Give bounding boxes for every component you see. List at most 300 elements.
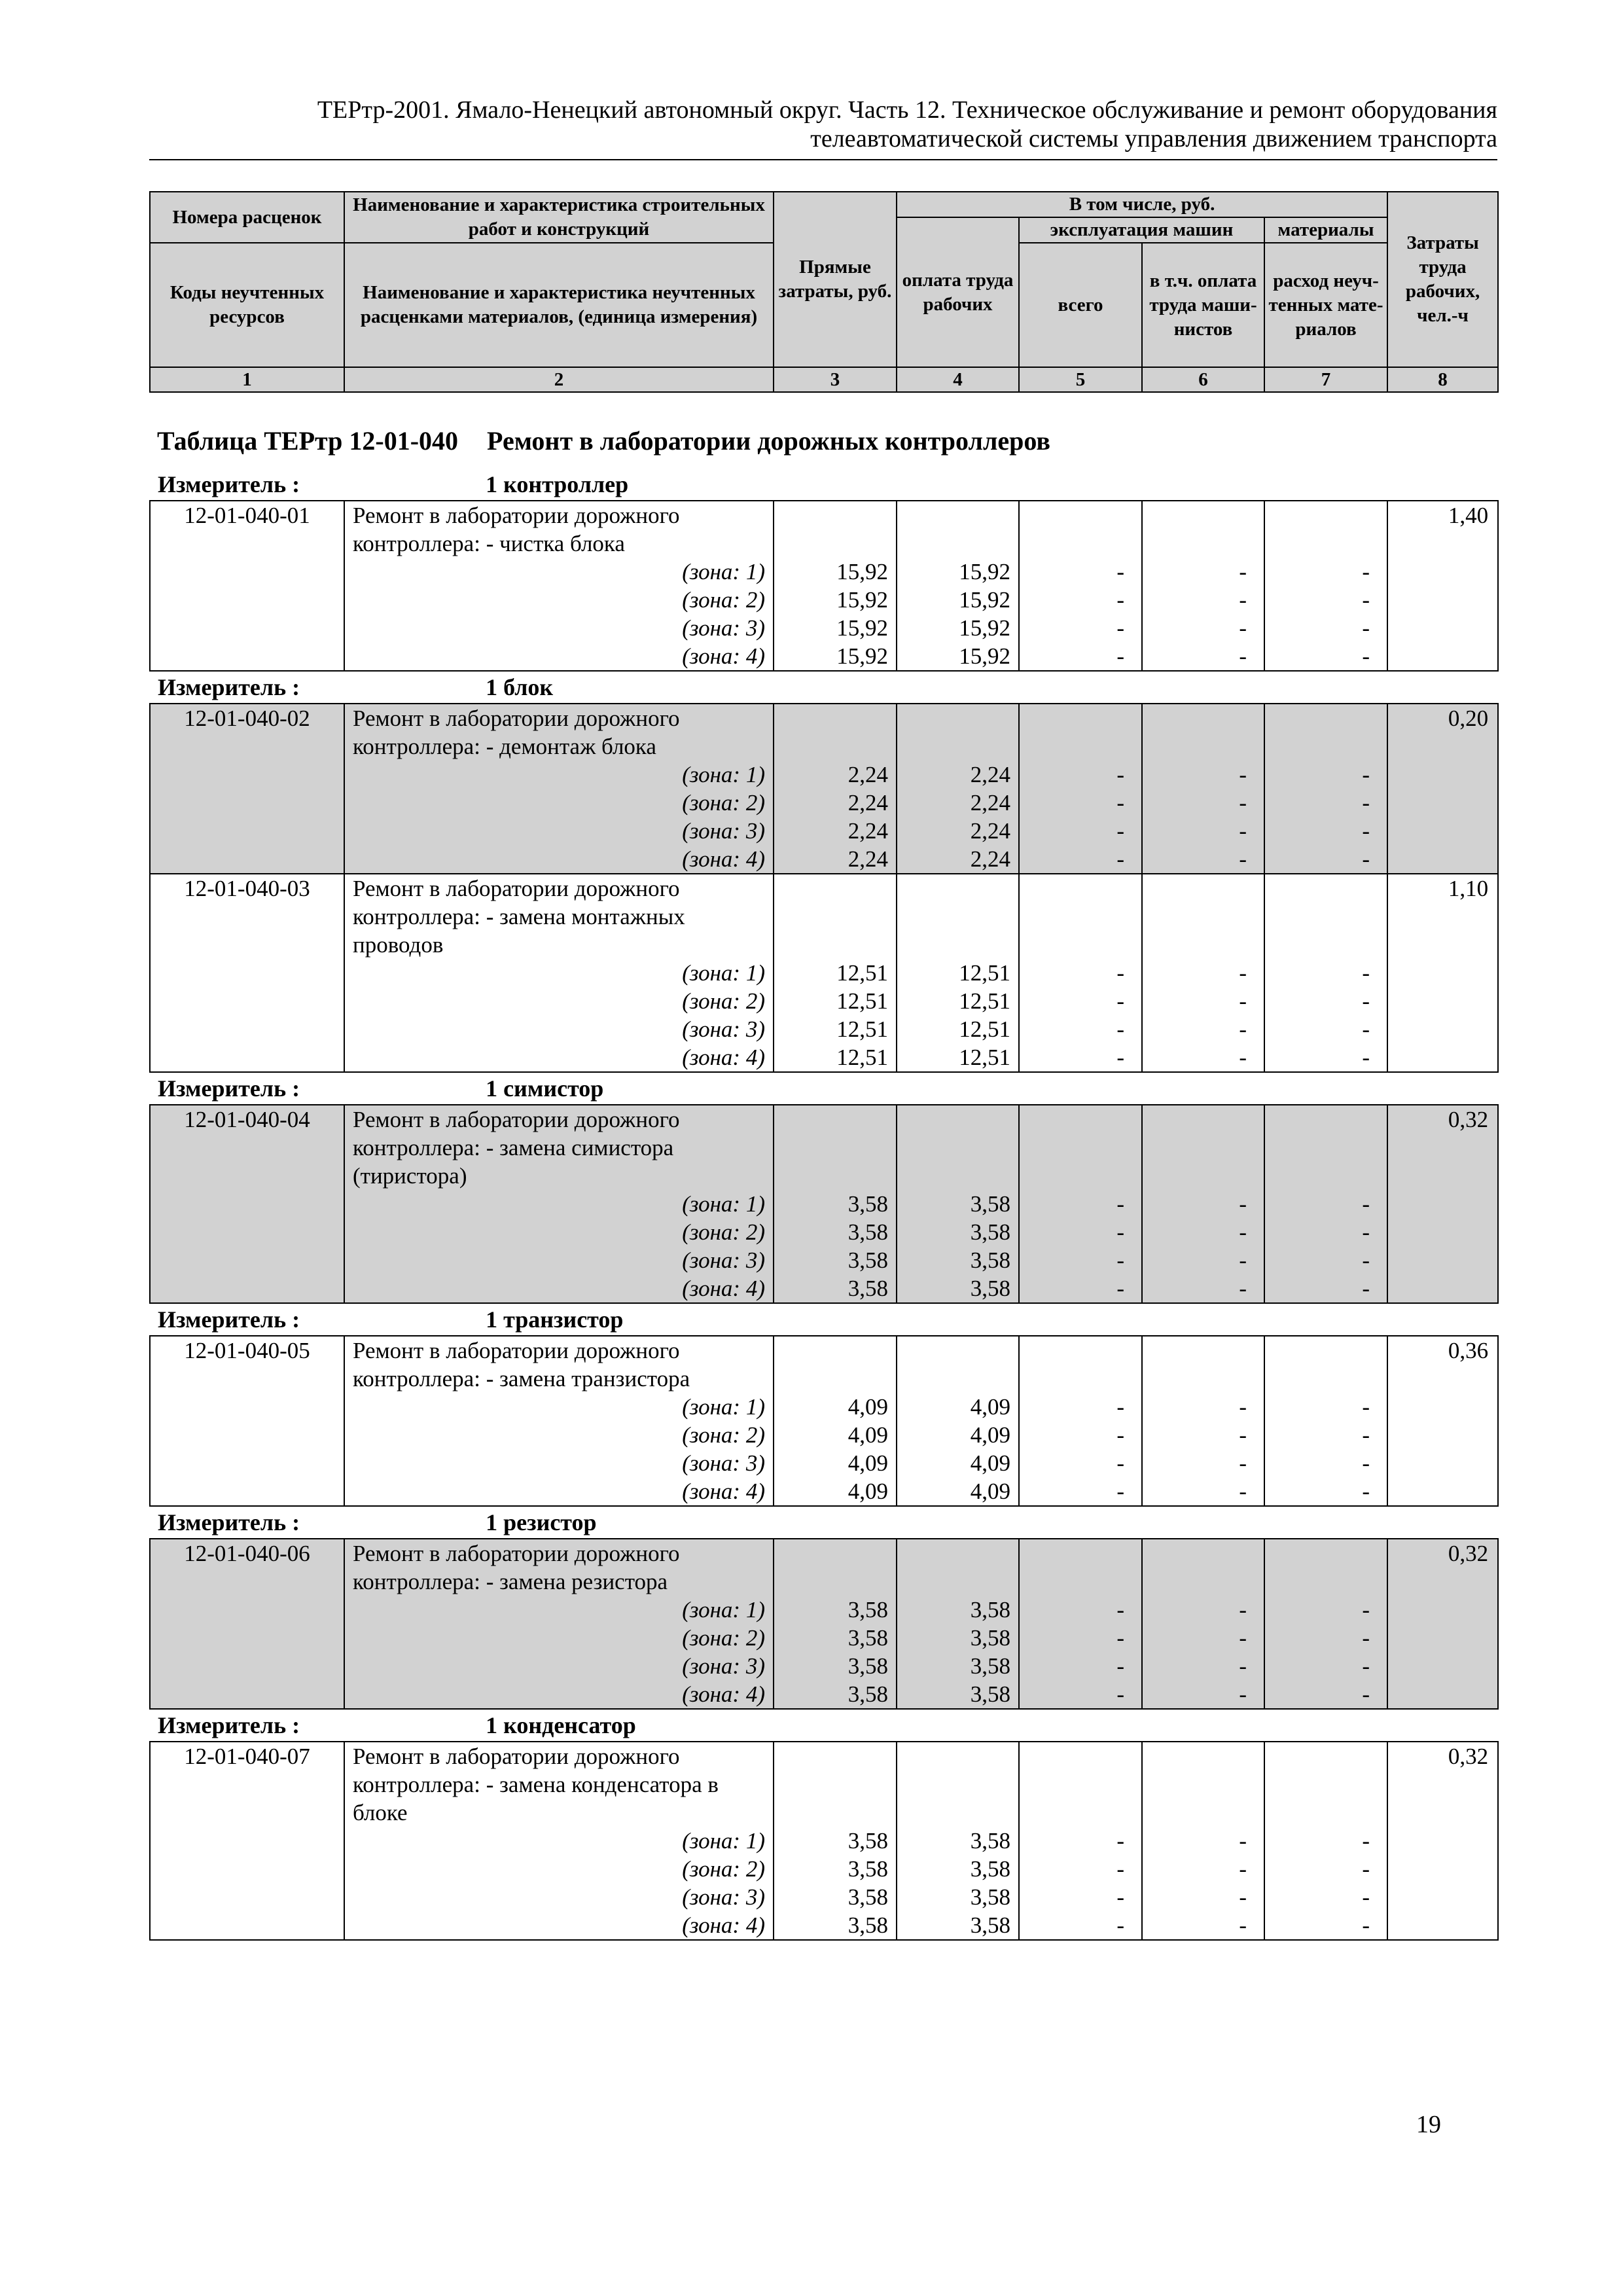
zone-label: (зона: 1): [344, 959, 774, 987]
rate-subrow: [150, 1449, 1498, 1477]
zone-label: (зона: 1): [344, 1596, 774, 1624]
empty-cell: [1387, 586, 1498, 614]
labor-costs: 0,32: [1387, 1105, 1498, 1134]
empty-cell: [150, 817, 344, 845]
column-number: 2: [344, 367, 774, 392]
empty-cell: [150, 1596, 344, 1624]
empty-cell: [1387, 1652, 1498, 1680]
meter-label: Измеритель :: [158, 1075, 300, 1102]
meter-label: Измеритель :: [158, 471, 300, 497]
materials: -: [1264, 1624, 1387, 1652]
labor-costs: 0,32: [1387, 1539, 1498, 1568]
materials: -: [1264, 586, 1387, 614]
empty-cell: [150, 1134, 344, 1162]
meter-cell: [150, 1072, 1498, 1105]
meter-label: Измеритель :: [158, 1712, 300, 1738]
worker-pay: 2,24: [897, 761, 1019, 789]
empty-cell: [1387, 529, 1498, 558]
empty-cell: [150, 1190, 344, 1218]
empty-cell: [897, 529, 1019, 558]
machinist-pay: -: [1142, 1421, 1264, 1449]
header-labor-costs: Затраты труда рабочих, чел.-ч: [1387, 192, 1498, 367]
machinist-pay: -: [1142, 1218, 1264, 1246]
machinist-pay: -: [1142, 586, 1264, 614]
machines-total: -: [1019, 1218, 1142, 1246]
empty-cell: [1387, 903, 1498, 931]
column-number: 4: [897, 367, 1019, 392]
zone-label: (зона: 4): [344, 1043, 774, 1072]
empty-cell: [1264, 704, 1387, 732]
header-direct-costs: Прямые затраты, руб.: [774, 192, 897, 367]
empty-cell: [1387, 732, 1498, 761]
header-work-name: Наименование и характеристика строительных работ и конструкций: [344, 192, 774, 243]
empty-cell: [150, 1449, 344, 1477]
materials: -: [1264, 1680, 1387, 1709]
meter-row: [150, 1303, 1498, 1336]
machinist-pay: -: [1142, 1883, 1264, 1911]
worker-pay: 3,58: [897, 1680, 1019, 1709]
empty-cell: [1019, 529, 1142, 558]
rate-subrow: [150, 1246, 1498, 1274]
rate-subrow: [150, 1365, 1498, 1393]
empty-cell: [1387, 1883, 1498, 1911]
empty-cell: [1387, 1449, 1498, 1477]
empty-cell: [1387, 1162, 1498, 1190]
rate-subrow: [150, 987, 1498, 1015]
worker-pay: 4,09: [897, 1393, 1019, 1421]
empty-cell: [1387, 761, 1498, 789]
empty-cell: [150, 1770, 344, 1799]
materials: -: [1264, 1393, 1387, 1421]
running-head-line-1: ТЕРтр-2001. Ямало-Ненецкий автономный округ. Часть 12. Техническое обслуживание и ремонт оборудования: [317, 96, 1497, 124]
zone-label: (зона: 2): [344, 987, 774, 1015]
empty-cell: [1264, 1568, 1387, 1596]
rate-subrow: [150, 903, 1498, 931]
zone-label: (зона: 4): [344, 1680, 774, 1709]
machinist-pay: -: [1142, 1274, 1264, 1303]
rate-subrow: [150, 642, 1498, 671]
empty-cell: [1387, 1274, 1498, 1303]
empty-cell: [897, 1799, 1019, 1827]
empty-cell: [1264, 1105, 1387, 1134]
empty-cell: [1019, 1742, 1142, 1770]
empty-cell: [1264, 1770, 1387, 1799]
direct-costs: 3,58: [774, 1596, 897, 1624]
machinist-pay: -: [1142, 1624, 1264, 1652]
empty-cell: [1387, 1218, 1498, 1246]
direct-costs: 15,92: [774, 586, 897, 614]
empty-cell: [1387, 1827, 1498, 1855]
materials: -: [1264, 1015, 1387, 1043]
empty-cell: [150, 1421, 344, 1449]
rate-code: 12-01-040-03: [150, 874, 344, 903]
header-worker-pay: оплата труда рабочих: [897, 217, 1019, 367]
empty-cell: [1264, 1365, 1387, 1393]
rate-subrow: [150, 1190, 1498, 1218]
empty-cell: [150, 845, 344, 874]
empty-cell: [1019, 704, 1142, 732]
direct-costs: 3,58: [774, 1883, 897, 1911]
running-head-rule: [149, 159, 1497, 160]
empty-cell: [150, 614, 344, 642]
worker-pay: 3,58: [897, 1855, 1019, 1883]
materials: -: [1264, 1652, 1387, 1680]
zone-label: (зона: 2): [344, 1421, 774, 1449]
machines-total: -: [1019, 586, 1142, 614]
empty-cell: [897, 704, 1019, 732]
column-number: 7: [1264, 367, 1387, 392]
empty-cell: [774, 1162, 897, 1190]
rate-subrow: [150, 1883, 1498, 1911]
empty-cell: [1142, 1742, 1264, 1770]
rates-table: [149, 469, 1497, 1941]
machines-total: -: [1019, 1911, 1142, 1940]
materials: -: [1264, 1190, 1387, 1218]
empty-cell: [150, 732, 344, 761]
labor-costs: 1,40: [1387, 501, 1498, 529]
direct-costs: 12,51: [774, 987, 897, 1015]
worker-pay: 12,51: [897, 1043, 1019, 1072]
empty-cell: [774, 1336, 897, 1365]
empty-cell: [1387, 987, 1498, 1015]
empty-cell: [1019, 903, 1142, 931]
meter-unit: 1 блок: [486, 674, 554, 700]
rate-subrow: [150, 1596, 1498, 1624]
meter-cell: [150, 1709, 1498, 1742]
meter-unit: 1 резистор: [486, 1509, 597, 1535]
empty-cell: [897, 1539, 1019, 1568]
machines-total: -: [1019, 1246, 1142, 1274]
rate-subrow: [150, 529, 1498, 558]
direct-costs: 3,58: [774, 1218, 897, 1246]
empty-cell: [1019, 874, 1142, 903]
machinist-pay: -: [1142, 845, 1264, 874]
empty-cell: [774, 1134, 897, 1162]
empty-cell: [1387, 1911, 1498, 1940]
column-number: 8: [1387, 367, 1498, 392]
materials: -: [1264, 845, 1387, 874]
worker-pay: 3,58: [897, 1652, 1019, 1680]
machines-total: -: [1019, 817, 1142, 845]
machines-total: -: [1019, 1652, 1142, 1680]
rate-subrow: [150, 817, 1498, 845]
empty-cell: [1142, 1568, 1264, 1596]
rate-name-line: Ремонт в лаборатории дорожного: [344, 704, 774, 732]
machines-total: -: [1019, 789, 1142, 817]
zone-label: (зона: 1): [344, 558, 774, 586]
direct-costs: 3,58: [774, 1274, 897, 1303]
empty-cell: [1387, 1134, 1498, 1162]
column-header-table: [149, 191, 1499, 393]
direct-costs: 4,09: [774, 1449, 897, 1477]
rate-subrow: [150, 931, 1498, 959]
machines-total: -: [1019, 1274, 1142, 1303]
empty-cell: [1387, 1596, 1498, 1624]
empty-cell: [774, 1770, 897, 1799]
materials: -: [1264, 1911, 1387, 1940]
empty-cell: [150, 1477, 344, 1506]
zone-label: (зона: 3): [344, 1883, 774, 1911]
direct-costs: 12,51: [774, 1043, 897, 1072]
rate-subrow: [150, 614, 1498, 642]
machinist-pay: -: [1142, 761, 1264, 789]
empty-cell: [1019, 1105, 1142, 1134]
empty-cell: [150, 1218, 344, 1246]
materials: -: [1264, 1043, 1387, 1072]
meter-label: Измеритель :: [158, 1306, 300, 1333]
empty-cell: [897, 501, 1019, 529]
table-code: Таблица ТЕРтр 12-01-040: [157, 426, 459, 456]
machines-total: -: [1019, 1477, 1142, 1506]
machines-total: -: [1019, 642, 1142, 671]
empty-cell: [1387, 1246, 1498, 1274]
machines-total: -: [1019, 1043, 1142, 1072]
column-number: 3: [774, 367, 897, 392]
labor-costs: 0,36: [1387, 1336, 1498, 1365]
empty-cell: [774, 501, 897, 529]
zone-label: (зона: 3): [344, 1015, 774, 1043]
rate-name-line: Ремонт в лаборатории дорожного: [344, 501, 774, 529]
empty-cell: [897, 1365, 1019, 1393]
empty-cell: [1142, 732, 1264, 761]
machines-total: -: [1019, 987, 1142, 1015]
machines-total: -: [1019, 1015, 1142, 1043]
machines-total: -: [1019, 1190, 1142, 1218]
machines-total: -: [1019, 1624, 1142, 1652]
zone-label: (зона: 1): [344, 1190, 774, 1218]
rate-subrow: [150, 761, 1498, 789]
worker-pay: 3,58: [897, 1190, 1019, 1218]
empty-cell: [1019, 1799, 1142, 1827]
direct-costs: 3,58: [774, 1652, 897, 1680]
rate-name-line: контроллера: - замена симистора: [344, 1134, 774, 1162]
empty-cell: [1142, 501, 1264, 529]
zone-label: (зона: 4): [344, 1477, 774, 1506]
empty-cell: [1387, 1680, 1498, 1709]
meter-label: Измеритель :: [158, 1509, 300, 1535]
machines-total: -: [1019, 1421, 1142, 1449]
empty-cell: [150, 1911, 344, 1940]
meter-row: [150, 469, 1498, 501]
direct-costs: 15,92: [774, 642, 897, 671]
meter-cell: [150, 1506, 1498, 1539]
direct-costs: 15,92: [774, 614, 897, 642]
meter-cell: [150, 671, 1498, 704]
empty-cell: [150, 1393, 344, 1421]
machines-total: -: [1019, 614, 1142, 642]
empty-cell: [1387, 789, 1498, 817]
empty-cell: [1264, 1162, 1387, 1190]
direct-costs: 3,58: [774, 1246, 897, 1274]
empty-cell: [150, 789, 344, 817]
zone-label: (зона: 1): [344, 1393, 774, 1421]
empty-cell: [1264, 501, 1387, 529]
empty-cell: [1142, 1770, 1264, 1799]
materials: -: [1264, 959, 1387, 987]
empty-cell: [1264, 1799, 1387, 1827]
empty-cell: [1387, 817, 1498, 845]
rate-name-line: Ремонт в лаборатории дорожного: [344, 1105, 774, 1134]
empty-cell: [1264, 529, 1387, 558]
empty-cell: [1264, 1742, 1387, 1770]
rate-subrow: [150, 1568, 1498, 1596]
table-title: [157, 425, 1050, 457]
zone-label: (зона: 3): [344, 614, 774, 642]
meter-unit: 1 контроллер: [486, 471, 629, 497]
zone-label: (зона: 2): [344, 1624, 774, 1652]
empty-cell: [150, 642, 344, 671]
empty-cell: [1019, 501, 1142, 529]
direct-costs: 3,58: [774, 1911, 897, 1940]
empty-cell: [150, 529, 344, 558]
empty-cell: [1387, 1624, 1498, 1652]
empty-cell: [774, 1105, 897, 1134]
rate-subrow: [150, 1799, 1498, 1827]
empty-cell: [774, 931, 897, 959]
worker-pay: 3,58: [897, 1274, 1019, 1303]
empty-cell: [774, 529, 897, 558]
empty-cell: [150, 1246, 344, 1274]
rate-subrow: [150, 959, 1498, 987]
zone-label: (зона: 2): [344, 586, 774, 614]
header-total: всего: [1019, 243, 1142, 367]
machines-total: -: [1019, 1680, 1142, 1709]
empty-cell: [150, 1652, 344, 1680]
empty-cell: [1387, 931, 1498, 959]
column-number: 5: [1019, 367, 1142, 392]
zone-label: (зона: 2): [344, 789, 774, 817]
meter-label: Измеритель :: [158, 674, 300, 700]
machinist-pay: -: [1142, 1652, 1264, 1680]
empty-cell: [150, 558, 344, 586]
rate-name-line: контроллера: - замена транзистора: [344, 1365, 774, 1393]
machines-total: -: [1019, 558, 1142, 586]
materials: -: [1264, 817, 1387, 845]
rate-name-line: контроллера: - замена резистора: [344, 1568, 774, 1596]
machinist-pay: -: [1142, 1596, 1264, 1624]
rate-name-line: блоке: [344, 1799, 774, 1827]
meter-unit: 1 транзистор: [486, 1306, 624, 1333]
empty-cell: [897, 1134, 1019, 1162]
materials: -: [1264, 1218, 1387, 1246]
empty-cell: [774, 874, 897, 903]
materials: -: [1264, 558, 1387, 586]
direct-costs: 3,58: [774, 1827, 897, 1855]
direct-costs: 3,58: [774, 1680, 897, 1709]
rate-subrow: [150, 1162, 1498, 1190]
empty-cell: [1387, 1365, 1498, 1393]
worker-pay: 12,51: [897, 959, 1019, 987]
empty-cell: [1142, 903, 1264, 931]
empty-cell: [1142, 931, 1264, 959]
materials: -: [1264, 1827, 1387, 1855]
empty-cell: [1264, 732, 1387, 761]
machinist-pay: -: [1142, 614, 1264, 642]
rate-subrow: [150, 845, 1498, 874]
machinist-pay: -: [1142, 1449, 1264, 1477]
zone-label: (зона: 2): [344, 1855, 774, 1883]
rate-row: [150, 1539, 1498, 1568]
meter-row: [150, 1506, 1498, 1539]
empty-cell: [1142, 1162, 1264, 1190]
empty-cell: [1387, 1190, 1498, 1218]
empty-cell: [897, 1770, 1019, 1799]
machinist-pay: -: [1142, 1680, 1264, 1709]
rate-subrow: [150, 1134, 1498, 1162]
rate-row: [150, 1742, 1498, 1770]
column-number: 1: [150, 367, 344, 392]
machinist-pay: -: [1142, 959, 1264, 987]
empty-cell: [150, 1015, 344, 1043]
table-name: Ремонт в лаборатории дорожных контроллеров: [487, 426, 1050, 456]
rate-code: 12-01-040-02: [150, 704, 344, 732]
empty-cell: [150, 1365, 344, 1393]
machinist-pay: -: [1142, 642, 1264, 671]
empty-cell: [150, 1883, 344, 1911]
direct-costs: 2,24: [774, 761, 897, 789]
empty-cell: [774, 1742, 897, 1770]
rate-subrow: [150, 1393, 1498, 1421]
rate-name-line: Ремонт в лаборатории дорожного: [344, 1742, 774, 1770]
rate-name-line: контроллера: - демонтаж блока: [344, 732, 774, 761]
empty-cell: [1387, 1393, 1498, 1421]
empty-cell: [1019, 1568, 1142, 1596]
machinist-pay: -: [1142, 1827, 1264, 1855]
worker-pay: 12,51: [897, 987, 1019, 1015]
header-material-name: Наименование и характеристика неучтенных расценками материалов, (единица измерения): [344, 243, 774, 367]
machines-total: -: [1019, 1883, 1142, 1911]
machinist-pay: -: [1142, 817, 1264, 845]
direct-costs: 4,09: [774, 1477, 897, 1506]
meter-cell: [150, 1303, 1498, 1336]
empty-cell: [1387, 959, 1498, 987]
empty-cell: [774, 1799, 897, 1827]
rate-subrow: [150, 1911, 1498, 1940]
machines-total: -: [1019, 1855, 1142, 1883]
empty-cell: [1142, 874, 1264, 903]
empty-cell: [774, 704, 897, 732]
header-including: В том числе, руб.: [897, 192, 1387, 217]
direct-costs: 4,09: [774, 1393, 897, 1421]
empty-cell: [1019, 1365, 1142, 1393]
header-rate-numbers: Номера расценок: [150, 192, 344, 243]
empty-cell: [150, 1043, 344, 1072]
empty-cell: [150, 1162, 344, 1190]
empty-cell: [897, 1568, 1019, 1596]
rate-code: 12-01-040-07: [150, 1742, 344, 1770]
zone-label: (зона: 2): [344, 1218, 774, 1246]
empty-cell: [1387, 1421, 1498, 1449]
machinist-pay: -: [1142, 789, 1264, 817]
rate-code: 12-01-040-04: [150, 1105, 344, 1134]
empty-cell: [150, 586, 344, 614]
rate-name-line: Ремонт в лаборатории дорожного: [344, 1336, 774, 1365]
zone-label: (зона: 1): [344, 1827, 774, 1855]
empty-cell: [1264, 1336, 1387, 1365]
empty-cell: [1387, 1855, 1498, 1883]
empty-cell: [1387, 845, 1498, 874]
empty-cell: [1142, 1105, 1264, 1134]
direct-costs: 12,51: [774, 1015, 897, 1043]
empty-cell: [150, 1799, 344, 1827]
materials: -: [1264, 1883, 1387, 1911]
worker-pay: 15,92: [897, 586, 1019, 614]
rate-subrow: [150, 586, 1498, 614]
materials: -: [1264, 789, 1387, 817]
rate-row: [150, 1105, 1498, 1134]
worker-pay: 4,09: [897, 1477, 1019, 1506]
machines-total: -: [1019, 761, 1142, 789]
